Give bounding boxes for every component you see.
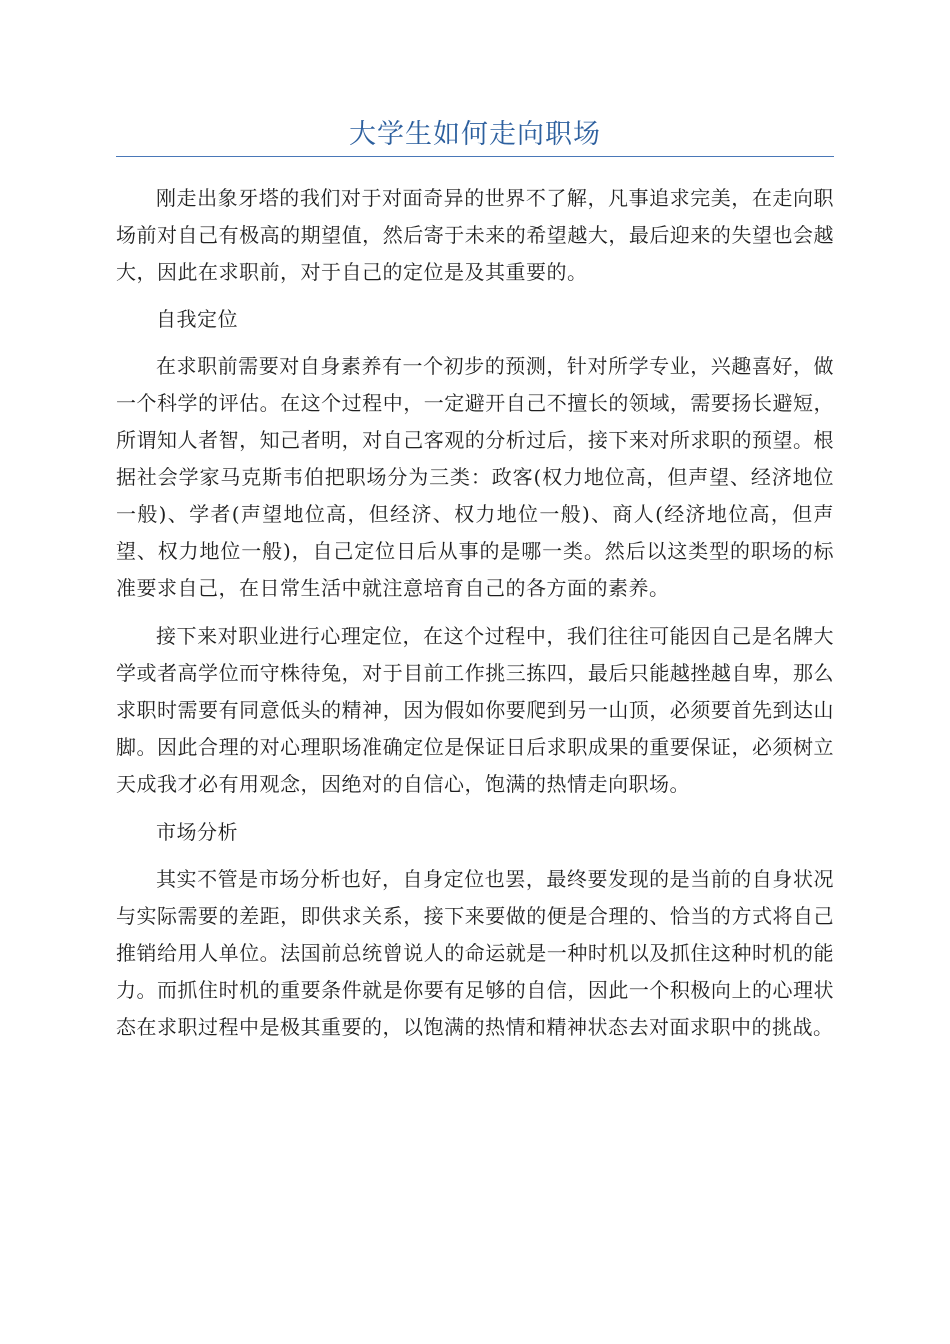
market-analysis-paragraph: 其实不管是市场分析也好，自身定位也罢，最终要发现的是当前的自身状况与实际需要的差距，即供求关系，接下来要做的便是合理的、恰当的方式将自己推销给用人单位。法国前总统曾说人的命运就是一种时机以及抓住这种时机的能力。而抓住时机的重要条件就是你要有足够的自信，因此一个积极向上的心理状态在求职过程中是极其重要的，以饱满的热情和精神状态去对面求职中的挑战。 [116, 867, 834, 1039]
document-page [116, 0, 834, 1046]
self-positioning-paragraph: 在求职前需要对自身素养有一个初步的预测，针对所学专业，兴趣喜好，做一个科学的评估。在这个过程中，一定避开自己不擅长的领域，需要扬长避短，所谓知人者智，知己者明，对自己客观的分析过后，接下来对所求职的预望。根据社会学家马克斯韦伯把职场分为三类：政客(权力地位高，但声望、经济地位一般)、学者(声望地位高，但经济、权力地位一般)、商人(经济地位高，但声望、权力地位一般)，自己定位日后从事的是哪一类。然后以这类型的职场的标准要求自己，在日常生活中就注意培育自己的各方面的素养。 [116, 354, 834, 600]
psychological-positioning-paragraph: 接下来对职业进行心理定位，在这个过程中，我们往往可能因自己是名牌大学或者高学位而守株待兔，对于目前工作挑三拣四，最后只能越挫越自卑，那么求职时需要有同意低头的精神，因为假如你要爬到另一山顶，必须要首先到达山脚。因此合理的对心理职场准确定位是保证日后求职成果的重要保证，必须树立天成我才必有用观念，因绝对的自信心，饱满的热情走向职场。 [116, 624, 834, 796]
section-heading-market-analysis: 市场分析 [156, 820, 238, 844]
intro-paragraph: 刚走出象牙塔的我们对于对面奇异的世界不了解，凡事追求完美，在走向职场前对自己有极高的期望值，然后寄于未来的希望越大，最后迎来的失望也会越大，因此在求职前，对于自己的定位是及其重要的。 [116, 186, 834, 284]
document-title: 大学生如何走向职场 [349, 119, 601, 150]
title-underline [116, 156, 834, 157]
section-heading-self-positioning: 自我定位 [156, 307, 238, 331]
